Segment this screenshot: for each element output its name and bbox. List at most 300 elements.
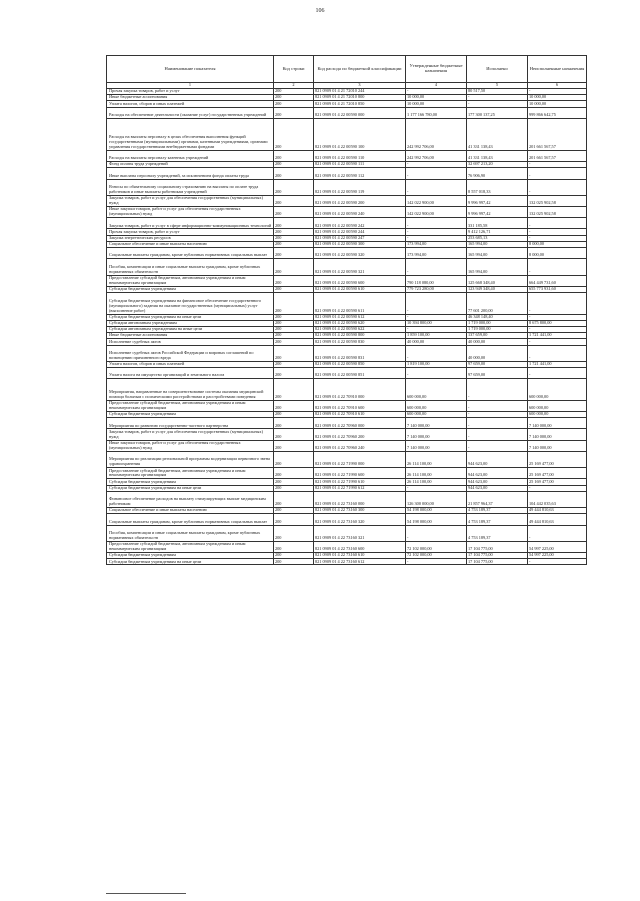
table-cell-line-code: 200 — [274, 451, 314, 467]
table-cell-classification-code: 821 0909 01 4 22 00590 600 — [314, 275, 406, 286]
table-row — [107, 207, 587, 218]
table-cell-unexecuted: - — [528, 314, 587, 320]
table-cell-classification-code: 821 0909 01 4 22 00590 110 — [314, 150, 406, 161]
column-number: 2 — [274, 83, 314, 89]
table-cell-name: Субсидии бюджетным учреждениям на иные цели — [107, 314, 274, 320]
table-cell-approved: 54 198 000,00 — [406, 508, 467, 514]
table-cell-line-code: 200 — [274, 107, 314, 118]
table-cell-approved: - — [406, 314, 467, 320]
table-row — [107, 150, 587, 161]
table-cell-classification-code: 821 0909 01 4 22 00590 242 — [314, 218, 406, 229]
table-cell-name: Социальное обеспечение и иные выплаты населению — [107, 508, 274, 514]
table-cell-approved: 600 000,00 — [406, 412, 467, 418]
table-cell-approved: 126 300 000,00 — [406, 491, 467, 507]
table-cell-unexecuted: - — [528, 292, 587, 314]
table-cell-line-code: 200 — [274, 368, 314, 379]
table-cell-name: Фонд оплаты труда учреждений — [107, 162, 274, 168]
table-cell-executed: 944 623,00 — [467, 479, 528, 485]
table-cell-line-code: 200 — [274, 101, 314, 107]
table-cell-unexecuted: - — [528, 259, 587, 275]
table-cell-executed: 944 623,00 — [467, 451, 528, 467]
table-cell-unexecuted: - — [528, 89, 587, 95]
table-cell-executed: 41 331 138,43 — [467, 118, 528, 150]
table-cell-classification-code: 821 0909 01 4 22 00590 112 — [314, 168, 406, 179]
table-cell-name: Пособия, компенсации и иные социальные выплаты гражданам, кроме публичных нормативных обязательств — [107, 259, 274, 275]
table-cell-unexecuted: 600 000,00 — [528, 400, 587, 411]
table-cell-unexecuted: 54 997 225,00 — [528, 541, 587, 552]
table-cell-line-code: 200 — [274, 195, 314, 206]
table-cell-name: Субсидии автономным учреждениям на иные цели — [107, 326, 274, 332]
table-cell-name: Взносы по обязательному социальному страхованию на выплаты по оплате труда работников и иные выплаты работникам учреждений — [107, 179, 274, 195]
table-cell-unexecuted: - — [528, 162, 587, 168]
table-cell-executed: 17 104 775,00 — [467, 559, 528, 565]
table-cell-name: Уплата налогов, сборов и иных платежей — [107, 361, 274, 367]
header-budget-classification-code: Код расхода по бюджетной классификации — [314, 56, 406, 83]
table-cell-approved: 7 140 000,00 — [406, 418, 467, 429]
table-cell-classification-code: 821 0909 01 4 22 00590 831 — [314, 345, 406, 361]
table-cell-approved: 600 000,00 — [406, 379, 467, 401]
table-cell-approved: 7 140 000,00 — [406, 429, 467, 440]
table-cell-approved: 242 992 706,00 — [406, 150, 467, 161]
table-cell-unexecuted: 655 773 931,60 — [528, 286, 587, 292]
table-cell-unexecuted: 49 444 810,63 — [528, 514, 587, 525]
table-cell-classification-code: 821 0909 01 4 22 73160 612 — [314, 559, 406, 565]
table-cell-name: Субсидии бюджетным учреждениям — [107, 479, 274, 485]
table-cell-executed: 17 104 775,00 — [467, 553, 528, 559]
table-cell-name: Субсидии бюджетным учреждениям — [107, 553, 274, 559]
table-cell-executed: - — [467, 412, 528, 418]
table-cell-line-code: 200 — [274, 235, 314, 241]
table-cell-executed: 165 994,00 — [467, 241, 528, 247]
table-cell-line-code: 200 — [274, 286, 314, 292]
table-cell-unexecuted: 201 661 567,57 — [528, 118, 587, 150]
table-cell-unexecuted: - — [528, 345, 587, 361]
table-row — [107, 195, 587, 206]
table-cell-executed: 9 996 997,42 — [467, 195, 528, 206]
table-cell-line-code: 200 — [274, 559, 314, 565]
table-cell-name: Субсидии бюджетным учреждениям на иные цели — [107, 559, 274, 565]
table-cell-approved: - — [406, 168, 467, 179]
table-cell-name: Расходы на обеспечение деятельности (оказание услуг) государственных учреждений — [107, 107, 274, 118]
table-cell-name: Субсидии бюджетным учреждениям — [107, 412, 274, 418]
table-cell-approved: 242 992 706,00 — [406, 118, 467, 150]
table-row — [107, 259, 587, 275]
table-cell-classification-code: 821 0909 01 4 22 00590 119 — [314, 179, 406, 195]
footer-rule — [106, 893, 186, 894]
table-cell-approved: - — [406, 485, 467, 491]
table-cell-executed: 77 601 200,00 — [467, 292, 528, 314]
table-cell-unexecuted: 7 140 000,00 — [528, 418, 587, 429]
table-cell-classification-code: 821 0909 01 4 22 00590 800 — [314, 333, 406, 339]
header-unexecuted-appropriations: Неисполненные назначения — [528, 56, 587, 83]
table-cell-classification-code: 821 0909 01 4 22 00590 620 — [314, 320, 406, 326]
table-cell-approved: 10 394 800,00 — [406, 320, 467, 326]
table-cell-line-code: 200 — [274, 207, 314, 218]
table-body — [107, 89, 587, 565]
column-number: 1 — [107, 83, 274, 89]
table-cell-executed: 8 557 018,33 — [467, 179, 528, 195]
table-cell-line-code: 200 — [274, 485, 314, 491]
table-cell-classification-code: 821 0909 01 4 22 00590 300 — [314, 241, 406, 247]
table-cell-classification-code: 821 0909 01 4 22 70960 240 — [314, 440, 406, 451]
table-cell-line-code: 200 — [274, 150, 314, 161]
table-cell-executed: 76 906,90 — [467, 168, 528, 179]
table-cell-classification-code: 821 0909 01 4 22 00590 200 — [314, 195, 406, 206]
table-cell-executed: 123 949 348,40 — [467, 286, 528, 292]
table-cell-name: Иные выплаты персоналу учреждений, за исключением фонда оплаты труда — [107, 168, 274, 179]
table-row — [107, 418, 587, 429]
table-cell-unexecuted: 201 661 567,57 — [528, 150, 587, 161]
table-cell-approved: 1 819 100,00 — [406, 361, 467, 367]
table-cell-line-code: 200 — [274, 248, 314, 259]
table-cell-line-code: 200 — [274, 259, 314, 275]
table-cell-unexecuted: 8 000,00 — [528, 241, 587, 247]
table-cell-unexecuted: - — [528, 235, 587, 241]
table-cell-classification-code: 821 0909 01 4 22 00590 851 — [314, 368, 406, 379]
column-number: 3 — [314, 83, 406, 89]
table-row — [107, 107, 587, 118]
table-row — [107, 368, 587, 379]
table-row — [107, 491, 587, 507]
table-cell-name: Предоставление субсидий бюджетным, автономным учреждениям и иным некоммерческим организациям — [107, 400, 274, 411]
table-cell-executed: - — [467, 429, 528, 440]
table-cell-classification-code: 821 0909 01 4 21 72010 850 — [314, 101, 406, 107]
table-cell-name: Социальные выплаты гражданам, кроме публичных нормативных социальных выплат — [107, 514, 274, 525]
table-cell-classification-code: 821 0909 01 4 22 00590 240 — [314, 207, 406, 218]
table-cell-approved: - — [406, 235, 467, 241]
table-cell-executed: 331 185,58 — [467, 218, 528, 229]
table-cell-approved: - — [406, 326, 467, 332]
table-cell-classification-code: 821 0909 01 4 22 70960 200 — [314, 429, 406, 440]
table-cell-executed: - — [467, 95, 528, 101]
table-cell-name: Исполнение судебных актов Российской Федерации и мировых соглашений по возмещению причиненного вреда — [107, 345, 274, 361]
table-cell-unexecuted: 8 000,00 — [528, 248, 587, 259]
table-cell-executed: 41 331 138,43 — [467, 150, 528, 161]
table-cell-approved: 72 102 000,00 — [406, 553, 467, 559]
table-cell-line-code: 200 — [274, 118, 314, 150]
table-cell-unexecuted: 1 721 441,00 — [528, 361, 587, 367]
table-cell-approved: - — [406, 229, 467, 235]
table-cell-name: Мероприятия по реализации региональной программы модернизации первичного звена здравоохранения — [107, 451, 274, 467]
table-cell-unexecuted: - — [528, 326, 587, 332]
table-cell-unexecuted: 25 169 477,00 — [528, 468, 587, 479]
table-cell-line-code: 200 — [274, 241, 314, 247]
table-cell-line-code: 200 — [274, 412, 314, 418]
table-cell-classification-code: 821 0909 01 4 22 73160 300 — [314, 508, 406, 514]
table-cell-line-code: 200 — [274, 320, 314, 326]
table-cell-executed: - — [467, 379, 528, 401]
table-cell-line-code: 200 — [274, 229, 314, 235]
column-number: 6 — [528, 83, 587, 89]
table-cell-classification-code: 821 0909 01 4 22 00590 100 — [314, 118, 406, 150]
table-cell-approved: - — [406, 525, 467, 541]
table-cell-executed: 21 857 964,37 — [467, 491, 528, 507]
table-cell-executed: 80 517,50 — [467, 89, 528, 95]
table-cell-name: Закупка энергетических ресурсов — [107, 235, 274, 241]
table-cell-unexecuted: 10 000,00 — [528, 95, 587, 101]
table-cell-classification-code: 821 0909 01 4 22 70910 000 — [314, 379, 406, 401]
table-cell-executed: 253 685,13 — [467, 235, 528, 241]
table-cell-line-code: 200 — [274, 514, 314, 525]
table-cell-approved: 7 140 000,00 — [406, 440, 467, 451]
table-cell-approved: - — [406, 292, 467, 314]
table-cell-unexecuted: 132 025 902,58 — [528, 195, 587, 206]
table-cell-executed: 4 753 189,37 — [467, 508, 528, 514]
table-cell-unexecuted: - — [528, 339, 587, 345]
table-cell-executed: 97 659,00 — [467, 368, 528, 379]
table-cell-unexecuted: - — [528, 168, 587, 179]
table-cell-unexecuted: 25 169 477,00 — [528, 479, 587, 485]
table-cell-name: Прочая закупка товаров, работ и услуг — [107, 229, 274, 235]
table-cell-approved: 779 723 280,00 — [406, 286, 467, 292]
table-cell-approved: - — [406, 218, 467, 229]
table-cell-executed: 17 104 775,00 — [467, 541, 528, 552]
table-cell-name: Мероприятия, направленные на совершенствование системы оказания медицинской помощи больным с психическими расстройствами и расстройствами поведения — [107, 379, 274, 401]
table-cell-classification-code: 821 0909 01 4 22 00590 611 — [314, 292, 406, 314]
table-cell-unexecuted: 49 444 810,63 — [528, 508, 587, 514]
table-cell-unexecuted: - — [528, 179, 587, 195]
table-cell-unexecuted: 1 721 441,00 — [528, 333, 587, 339]
column-number: 4 — [406, 83, 467, 89]
table-cell-executed: - — [467, 101, 528, 107]
table-cell-name: Иные закупки товаров, работ и услуг для обеспечения государственных (муниципальных) нужд — [107, 207, 274, 218]
table-row — [107, 118, 587, 150]
table-cell-line-code: 200 — [274, 179, 314, 195]
table-cell-classification-code: 821 0909 01 4 21 72010 244 — [314, 89, 406, 95]
table-cell-classification-code: 821 0909 01 4 22 00590 612 — [314, 314, 406, 320]
table-cell-executed: 944 623,00 — [467, 485, 528, 491]
table-cell-line-code: 200 — [274, 468, 314, 479]
table-cell-unexecuted: - — [528, 368, 587, 379]
table-row — [107, 468, 587, 479]
table-cell-line-code: 200 — [274, 553, 314, 559]
table-cell-name: Уплата налогов, сборов и иных платежей — [107, 101, 274, 107]
table-cell-executed: - — [467, 418, 528, 429]
table-cell-unexecuted: 54 997 225,00 — [528, 553, 587, 559]
table-cell-classification-code: 821 0909 01 4 22 00590 244 — [314, 229, 406, 235]
table-cell-executed: 9 996 997,42 — [467, 207, 528, 218]
column-number: 5 — [467, 83, 528, 89]
table-cell-line-code: 200 — [274, 508, 314, 514]
table-cell-classification-code: 821 0909 01 4 22 71990 600 — [314, 468, 406, 479]
table-cell-unexecuted: 600 000,00 — [528, 379, 587, 401]
table-cell-unexecuted: 7 140 000,00 — [528, 429, 587, 440]
table-cell-unexecuted: - — [528, 229, 587, 235]
table-cell-name: Иные закупки товаров, работ и услуг для обеспечения государственных (муниципальных) нужд — [107, 440, 274, 451]
table-cell-line-code: 200 — [274, 361, 314, 367]
table-cell-approved: 54 198 000,00 — [406, 514, 467, 525]
table-cell-unexecuted: 7 140 000,00 — [528, 440, 587, 451]
table-row — [107, 440, 587, 451]
table-cell-line-code: 200 — [274, 429, 314, 440]
table-cell-approved: 26 114 100,00 — [406, 479, 467, 485]
table-cell-unexecuted: - — [528, 525, 587, 541]
table-row — [107, 168, 587, 179]
table-cell-unexecuted: - — [528, 218, 587, 229]
budget-execution-table-container — [106, 55, 586, 565]
table-cell-line-code: 200 — [274, 418, 314, 429]
table-cell-name: Социальные выплаты гражданам, кроме публичных нормативных социальных выплат — [107, 248, 274, 259]
table-cell-classification-code: 821 0909 01 4 21 72010 800 — [314, 95, 406, 101]
table-cell-approved: 10 000,00 — [406, 101, 467, 107]
table-cell-name: Субсидии бюджетным учреждениям на финансовое обеспечение государственного (муниципального) задания на оказание государственных (муниципальных) услуг (выполнение работ) — [107, 292, 274, 314]
table-cell-classification-code: 821 0909 01 4 22 73160 000 — [314, 491, 406, 507]
table-cell-line-code: 200 — [274, 541, 314, 552]
table-row — [107, 451, 587, 467]
table-cell-approved: - — [406, 162, 467, 168]
table-cell-name: Уплата налога на имущество организаций и земельного налога — [107, 368, 274, 379]
table-cell-executed: 944 623,00 — [467, 468, 528, 479]
page-number: 106 — [315, 8, 325, 14]
table-cell-unexecuted: 999 866 642,75 — [528, 107, 587, 118]
table-cell-unexecuted: - — [528, 559, 587, 565]
table-cell-approved: 26 114 100,00 — [406, 468, 467, 479]
table-cell-line-code: 200 — [274, 89, 314, 95]
table-cell-executed: 4 753 189,37 — [467, 514, 528, 525]
table-cell-unexecuted: 25 169 477,00 — [528, 451, 587, 467]
table-row — [107, 559, 587, 565]
table-cell-name: Иные бюджетные ассигнования — [107, 333, 274, 339]
table-cell-classification-code: 821 0909 01 4 22 00590 610 — [314, 286, 406, 292]
table-cell-classification-code: 821 0909 01 4 22 70960 000 — [314, 418, 406, 429]
table-cell-classification-code: 821 0909 01 4 22 00590 830 — [314, 339, 406, 345]
table-cell-line-code: 200 — [274, 218, 314, 229]
table-cell-name: Пособия, компенсации и иные социальные выплаты гражданам, кроме публичных нормативных обязательств — [107, 525, 274, 541]
table-cell-line-code: 200 — [274, 326, 314, 332]
table-cell-name: Закупка товаров, работ и услуг для обеспечения государственных (муниципальных) нужд — [107, 195, 274, 206]
table-cell-executed: 4 753 189,37 — [467, 525, 528, 541]
table-cell-name: Социальное обеспечение и иные выплаты населению — [107, 241, 274, 247]
table-cell-approved: 72 102 000,00 — [406, 541, 467, 552]
table-cell-line-code: 200 — [274, 162, 314, 168]
table-cell-executed: 125 668 348,40 — [467, 275, 528, 286]
table-cell-line-code: 200 — [274, 379, 314, 401]
table-row — [107, 248, 587, 259]
table-cell-name: Исполнение судебных актов — [107, 339, 274, 345]
table-cell-approved: 1 177 166 780,00 — [406, 107, 467, 118]
table-cell-classification-code: 821 0909 01 4 22 70910 600 — [314, 400, 406, 411]
table-cell-classification-code: 821 0909 01 4 22 00590 111 — [314, 162, 406, 168]
table-cell-unexecuted: 664 449 731,60 — [528, 275, 587, 286]
budget-execution-table — [106, 55, 587, 565]
table-cell-line-code: 200 — [274, 479, 314, 485]
table-cell-executed: 137 659,00 — [467, 333, 528, 339]
table-cell-name: Расходы на выплаты персоналу казенных учреждений — [107, 150, 274, 161]
table-cell-classification-code: 821 0909 01 4 22 00590 850 — [314, 361, 406, 367]
table-cell-line-code: 200 — [274, 400, 314, 411]
table-row — [107, 218, 587, 229]
table-cell-line-code: 200 — [274, 168, 314, 179]
table-cell-approved: 173 994,00 — [406, 248, 467, 259]
table-cell-approved: - — [406, 345, 467, 361]
table-cell-name: Предоставление субсидий бюджетным, автономным учреждениям и иным некоммерческим организациям — [107, 275, 274, 286]
table-cell-name: Субсидии бюджетным учреждениям на иные цели — [107, 485, 274, 491]
table-cell-executed: 40 000,00 — [467, 345, 528, 361]
table-row — [107, 275, 587, 286]
table-cell-classification-code: 821 0909 01 4 22 71990 000 — [314, 451, 406, 467]
table-cell-name: Прочая закупка товаров, работ и услуг — [107, 89, 274, 95]
table-cell-approved: 142 022 900,00 — [406, 207, 467, 218]
table-cell-executed: - — [467, 440, 528, 451]
table-cell-unexecuted: 10 000,00 — [528, 101, 587, 107]
table-cell-name: Расходы на выплаты персоналу в целях обеспечения выполнения функций государственными (муниципальными) органами, казенными учреждениями, органами управления государственными внебюджетными фондами — [107, 118, 274, 150]
table-cell-line-code: 200 — [274, 314, 314, 320]
table-cell-name: Иные бюджетные ассигнования — [107, 95, 274, 101]
table-header-row — [107, 56, 587, 83]
table-cell-classification-code: 821 0909 01 4 22 73160 321 — [314, 525, 406, 541]
table-cell-approved: - — [406, 368, 467, 379]
table-cell-unexecuted: 104 442 035,63 — [528, 491, 587, 507]
header-approved-appropriations: Утвержденные бюджетные назначения — [406, 56, 467, 83]
table-cell-executed: 32 697 213,20 — [467, 162, 528, 168]
table-cell-approved: 26 114 100,00 — [406, 451, 467, 467]
table-row — [107, 400, 587, 411]
table-row — [107, 292, 587, 314]
table-cell-unexecuted: 600 000,00 — [528, 412, 587, 418]
table-cell-executed: 46 348 148,40 — [467, 314, 528, 320]
table-cell-executed: 97 659,00 — [467, 361, 528, 367]
table-cell-line-code: 200 — [274, 333, 314, 339]
table-cell-classification-code: 821 0909 01 4 22 00590 247 — [314, 235, 406, 241]
table-cell-classification-code: 821 0909 01 4 22 73160 610 — [314, 553, 406, 559]
table-cell-approved: - — [406, 559, 467, 565]
table-cell-name: Мероприятия по развитию государственно-частного партнерства — [107, 418, 274, 429]
table-cell-executed: - — [467, 400, 528, 411]
header-indicator-name: Наименование показателя — [107, 56, 274, 83]
table-cell-classification-code: 821 0909 01 4 22 71990 610 — [314, 479, 406, 485]
table-cell-unexecuted: - — [528, 485, 587, 491]
table-cell-name: Субсидии автономным учреждениям — [107, 320, 274, 326]
table-cell-executed: 9 412 126,71 — [467, 229, 528, 235]
table-cell-executed: 40 000,00 — [467, 339, 528, 345]
table-cell-name: Предоставление субсидий бюджетным, автономным учреждениям и иным некоммерческим организациям — [107, 541, 274, 552]
table-cell-approved: 600 000,00 — [406, 400, 467, 411]
table-cell-approved: 173 994,00 — [406, 241, 467, 247]
table-cell-executed: 165 994,00 — [467, 259, 528, 275]
table-cell-line-code: 200 — [274, 491, 314, 507]
table-cell-unexecuted: 8 675 800,00 — [528, 320, 587, 326]
table-row — [107, 379, 587, 401]
header-executed: Исполнено — [467, 56, 528, 83]
header-line-code: Код строки — [274, 56, 314, 83]
table-cell-line-code: 200 — [274, 339, 314, 345]
table-cell-classification-code: 821 0909 01 4 22 00590 000 — [314, 107, 406, 118]
table-row — [107, 525, 587, 541]
table-cell-classification-code: 821 0909 01 4 22 00590 321 — [314, 259, 406, 275]
table-cell-line-code: 200 — [274, 275, 314, 286]
table-cell-unexecuted: 132 025 902,58 — [528, 207, 587, 218]
table-cell-classification-code: 821 0909 01 4 22 00590 622 — [314, 326, 406, 332]
table-cell-line-code: 200 — [274, 95, 314, 101]
table-cell-name: Закупка товаров, работ и услуг для обеспечения государственных (муниципальных) нужд — [107, 429, 274, 440]
table-cell-line-code: 200 — [274, 292, 314, 314]
table-cell-executed: 177 300 137,25 — [467, 107, 528, 118]
table-cell-executed: 165 994,00 — [467, 248, 528, 259]
table-cell-name: Закупка товаров, работ и услуг в сфере информационно-коммуникационных технологий — [107, 218, 274, 229]
table-cell-line-code: 200 — [274, 345, 314, 361]
table-cell-executed: 1 719 000,00 — [467, 320, 528, 326]
table-cell-line-code: 200 — [274, 525, 314, 541]
table-cell-approved: 142 022 900,00 — [406, 195, 467, 206]
table-row — [107, 541, 587, 552]
table-cell-approved: 790 118 080,00 — [406, 275, 467, 286]
table-cell-approved: 1 859 100,00 — [406, 333, 467, 339]
table-cell-classification-code: 821 0909 01 4 22 73160 320 — [314, 514, 406, 525]
table-cell-classification-code: 821 0909 01 4 22 71990 612 — [314, 485, 406, 491]
table-cell-approved: - — [406, 179, 467, 195]
table-cell-approved: 40 000,00 — [406, 339, 467, 345]
table-cell-approved: - — [406, 89, 467, 95]
